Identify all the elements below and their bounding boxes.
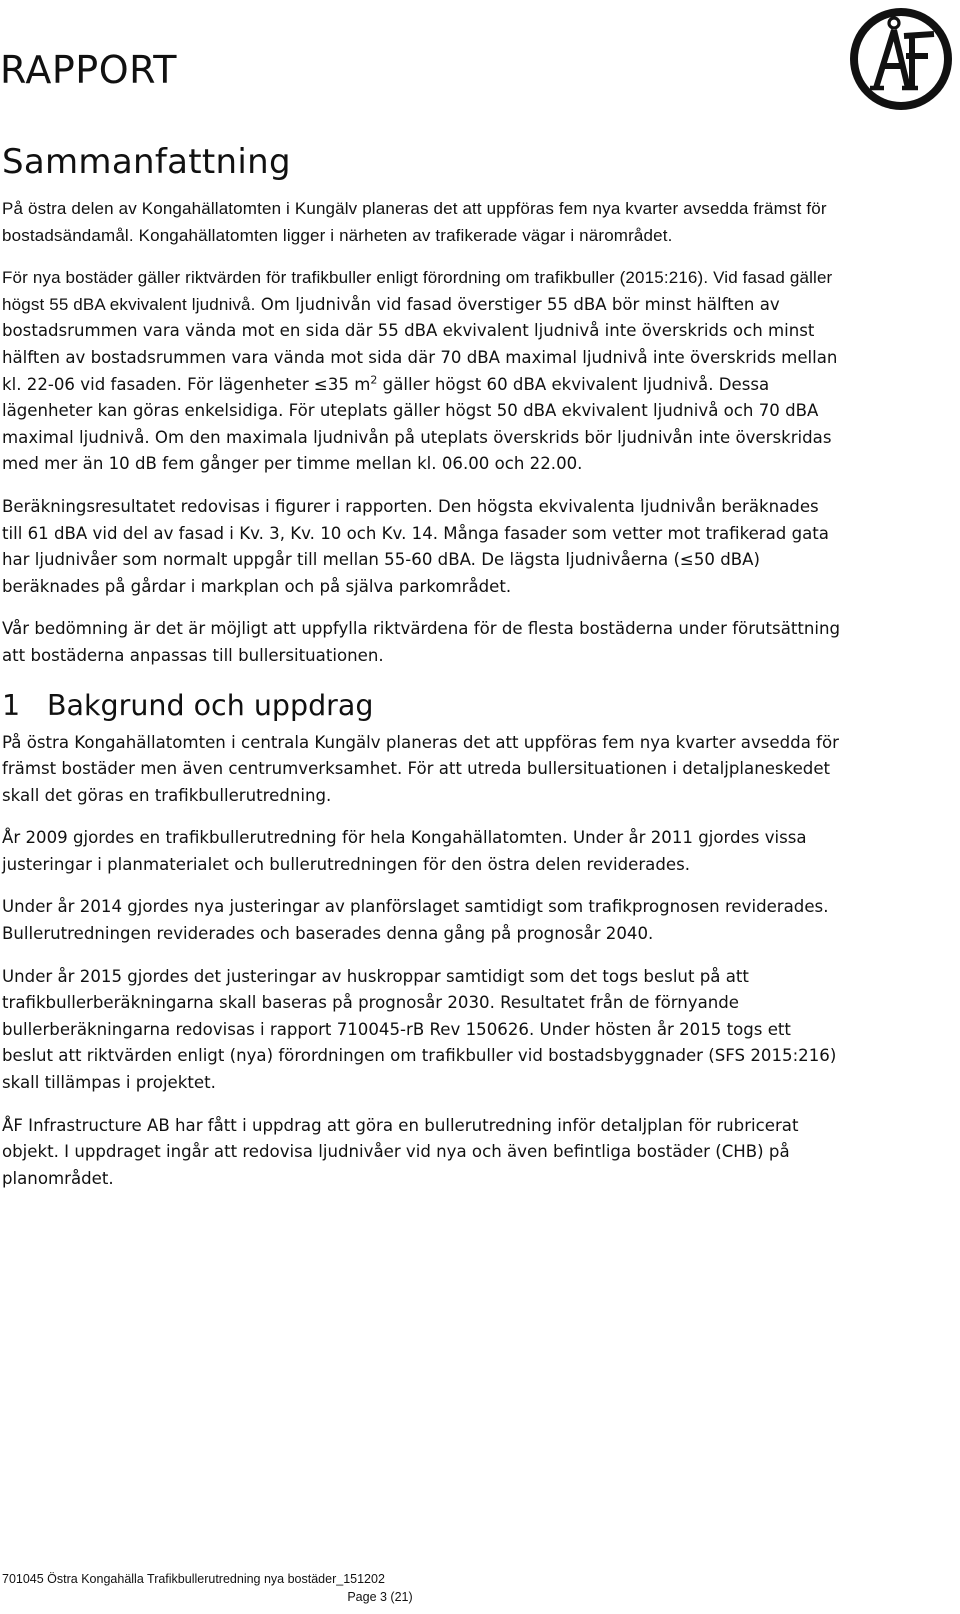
- square-superscript: 2: [370, 373, 378, 387]
- summary-paragraph-3: Beräkningsresultatet redovisas i figurer i rapporten. Den högsta ekvivalenta ljudnivån beräknades till 61 dBA vid del av fasad i Kv. 3, Kv. 10 och Kv. 14. Många fasader som vetter mot trafikerad gata har ljudnivåer som normalt uppgår till mellan 55-60 dBA. De lägsta ljudnivåerna (≤50 dBA) beräknades på gårdar i markplan och på själva parkområdet.: [2, 496, 829, 596]
- af-logo-icon: [846, 4, 956, 114]
- section-1-paragraph-1: På östra Kongahällatomten i centrala Kungälv planeras det att uppföras fem nya kvarter avsedda för främst bostäder men även centrumverksamhet. För att utreda bullersituationen i detaljplaneskedet skall det göras en trafikbullerutredning.: [2, 732, 839, 805]
- section-1-number: 1: [2, 688, 21, 722]
- section-1-paragraph-3: Under år 2014 gjordes nya justeringar av planförslaget samtidigt som trafikprognosen reviderades. Bullerutredningen reviderades och baserades denna gång på prognosår 2040.: [2, 897, 829, 944]
- summary-paragraph-2: [2, 265, 842, 478]
- footer-page-number: Page 3 (21): [347, 1590, 413, 1604]
- section-1-heading: [2, 686, 842, 726]
- section-1-title: Bakgrund och uppdrag: [47, 688, 374, 722]
- report-body: [2, 140, 842, 1208]
- summary-paragraph-2-c: gäller högst 60 dBA ekvivalent ljudnivå. Dessa lägenheter kan göras enkelsidiga. För uteplats gäller högst 50 dBA ekvivalent ljudnivå och 70 dBA maximal ljudnivå. Om den maximala ljudnivån på uteplats överskrids bör ljudnivån inte överskridas med mer än 10 dB fem gånger per timme mellan kl. 06.00 och 22.00.: [2, 374, 832, 474]
- summary-paragraph-4: Vår bedömning är det är möjligt att uppfylla riktvärdena för de flesta bostäderna under förutsättning att bostäderna anpassas till bullersituationen.: [2, 619, 841, 665]
- section-1-paragraph-2: År 2009 gjordes en trafikbullerutredning för hela Kongahällatomten. Under år 2011 gjordes vissa justeringar i planmaterialet och bullerutredningen för den östra delen reviderades.: [2, 828, 807, 874]
- section-1-paragraph-5: ÅF Infrastructure AB har fått i uppdrag att göra en bullerutredning inför detaljplan för rubricerat objekt. I uppdraget ingår att redovisa ljudnivåer vid nya och även befintliga bostäder (CHB) på planområdet.: [2, 1115, 799, 1188]
- summary-paragraph-1: På östra delen av Kongahällatomten i Kungälv planeras det att uppföras fem nya kvarter avsedda främst för bostadsändamål. Kongahällatomten ligger i närheten av trafikerade vägar i närområdet.: [2, 199, 827, 245]
- report-header-title: RAPPORT: [0, 48, 177, 92]
- less-or-equal-symbol: ≤: [313, 374, 328, 394]
- section-1-paragraph-4: Under år 2015 gjordes det justeringar av huskroppar samtidigt som det togs beslut på att trafikbullerberäkningarna skall baseras på prognosår 2030. Resultatet från de förnyande bullerberäkningarna redovisas i rapport 710045-rB Rev 150626. Under hösten år 2015 togs ett beslut att riktvärden enligt (nya) förordningen om trafikbuller vid bostadsbyggnader (SFS 2015:216) skall tillämpas i projektet.: [2, 966, 837, 1093]
- footer-document-id: 701045 Östra Kongahälla Trafikbullerutredning nya bostäder_151202: [2, 1572, 385, 1586]
- summary-paragraph-2-b: 35 m: [327, 374, 371, 394]
- summary-heading: Sammanfattning: [2, 142, 291, 182]
- summary-paragraph-2-a: Om ljudnivån vid fasad överstiger 55 dBA bör minst hälften av bostadsrummen vara vända mot en sida där 55 dBA ekvivalent ljudnivå inte överskrids och minst hälften av bostadsrummen vara vända mot sida där 70 dBA maximal ljudnivå inte överskrids mellan kl. 22-06 vid fasaden. För lägenheter: [2, 294, 838, 394]
- af-logo: [846, 4, 956, 114]
- summary-paragraph-2-lead: För nya bostäder gäller riktvärden för trafikbuller enligt förordning om trafikbuller (2015:216). Vid fasad gäller högst 55 dBA ekvivalent ljudnivå.: [2, 268, 833, 314]
